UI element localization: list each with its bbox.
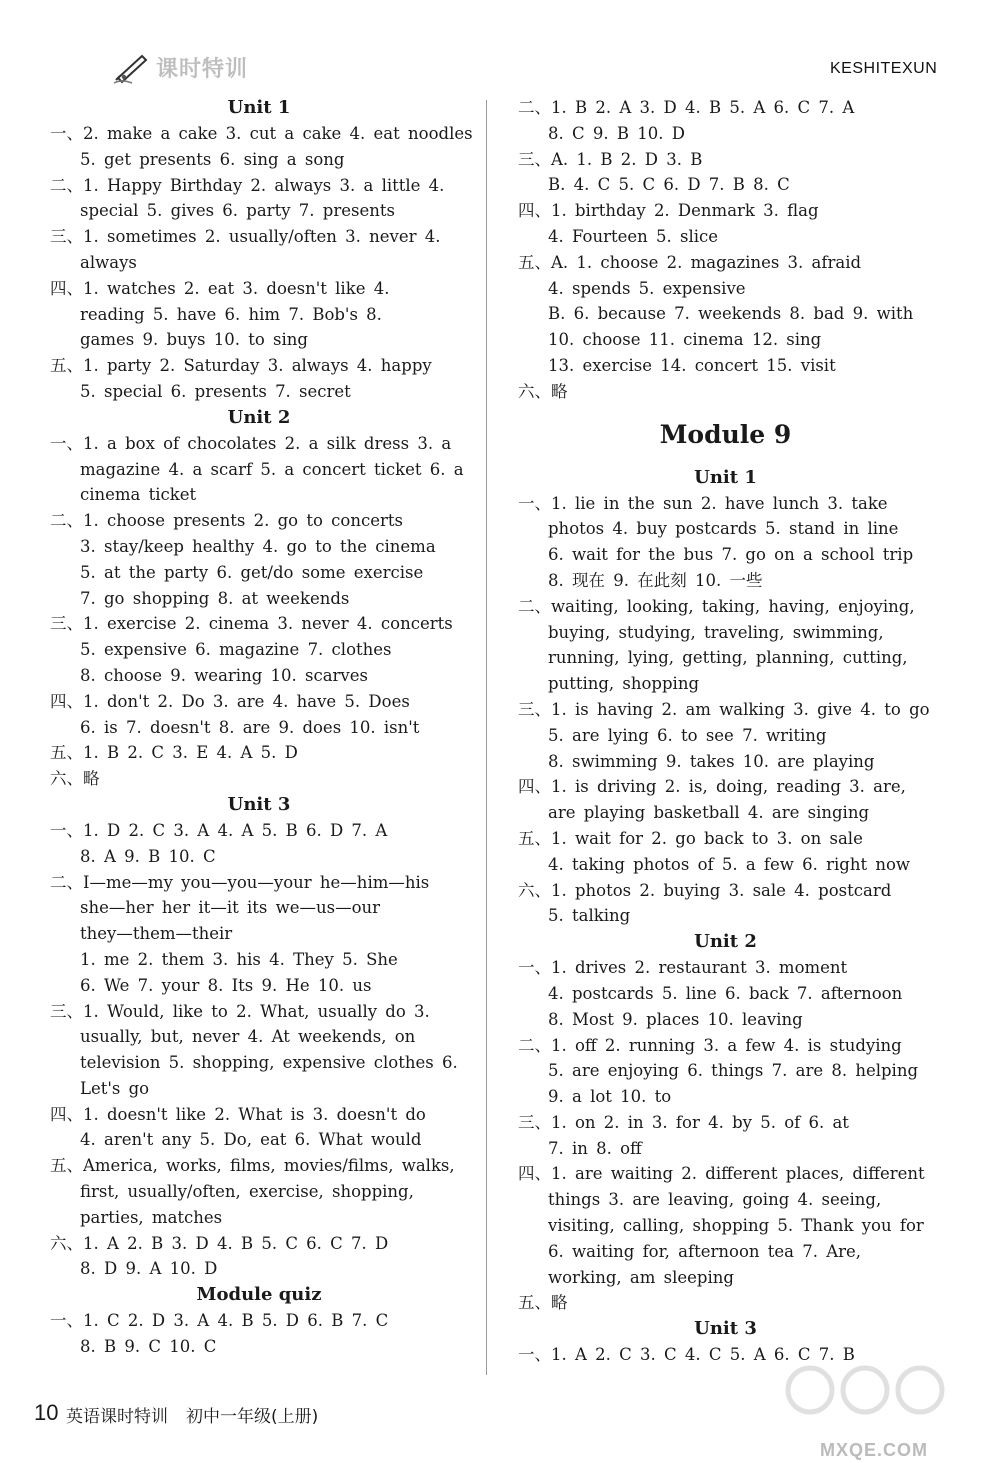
module-title: Module 9 — [659, 419, 792, 449]
answer-line: 6. wait for the bus 7. go on a school trip — [548, 545, 914, 565]
answer-line: 5. are enjoying 6. things 7. are 8. helping — [548, 1061, 919, 1081]
answer-line: 4. Fourteen 5. slice — [548, 226, 719, 246]
answer-entry — [50, 999, 468, 1102]
right-answer-column — [518, 95, 933, 1368]
left-answer-column — [50, 95, 473, 1360]
answer-line: 五、A. 1. choose 2. magazines 3. afraid — [518, 252, 862, 272]
answer-entry — [518, 774, 933, 826]
unit-heading: Unit 2 — [227, 406, 291, 428]
watermark-text: MXQE.COM — [820, 1440, 929, 1460]
page-footer — [0, 1400, 1000, 1463]
logo-text: 课时特训 — [156, 56, 249, 82]
unit-heading: Unit 2 — [694, 931, 757, 953]
answer-line: 5. are lying 6. to see 7. writing — [548, 725, 827, 745]
grade-label: 初中一年级(上册) — [186, 1407, 319, 1427]
answer-line: 五、1. party 2. Saturday 3. always 4. happy — [50, 356, 432, 376]
answer-line: always — [80, 252, 137, 272]
answer-line: 一、1. A 2. C 3. C 4. C 5. A 6. C 7. B — [518, 1345, 855, 1365]
answer-line: usually, but, never 4. At weekends, on — [80, 1027, 416, 1047]
answer-line: buying, studying, traveling, swimming, — [548, 622, 884, 642]
brand-name: KESHITEXUN — [830, 60, 938, 77]
answer-entry — [518, 95, 933, 147]
answer-line: photos 4. buy postcards 5. stand in line — [548, 519, 899, 539]
answer-line: putting, shopping — [548, 674, 700, 694]
answer-line: 六、1. photos 2. buying 3. sale 4. postcard — [518, 880, 892, 900]
answer-line: visiting, calling, shopping 5. Thank you for — [548, 1216, 924, 1236]
answer-entry — [50, 508, 468, 611]
answer-line: reading 5. have 6. him 7. Bob's 8. — [80, 304, 382, 324]
answer-line: they—them—their — [80, 924, 233, 944]
unit-heading: Unit 1 — [227, 97, 291, 118]
answer-entry — [50, 276, 468, 353]
answer-line: 一、1. drives 2. restaurant 3. moment — [518, 958, 848, 978]
answer-line: 7. go shopping 8. at weekends — [80, 588, 350, 608]
answer-line: 5. at the party 6. get/do some exercise — [80, 562, 424, 582]
answer-entry — [50, 689, 468, 741]
answer-entry — [518, 1033, 933, 1110]
answer-entry — [518, 250, 933, 379]
answer-line: working, am sleeping — [548, 1267, 734, 1287]
answer-line: 四、1. doesn't like 2. What is 3. doesn't do — [50, 1104, 426, 1124]
answer-entry — [50, 740, 468, 766]
answer-line: 五、America, works, films, movies/films, walks, — [50, 1156, 455, 1176]
answer-line: 四、1. watches 2. eat 3. doesn't like 4. — [50, 278, 390, 298]
answer-line: 三、1. Would, like to 2. What, usually do 3. — [50, 1001, 430, 1021]
answer-entry — [518, 147, 933, 199]
answer-line: 一、1. C 2. D 3. A 4. B 5. D 6. B 7. C — [50, 1311, 389, 1331]
answer-line: parties, matches — [80, 1207, 223, 1227]
answer-line: 二、waiting, looking, taking, having, enjoying, — [518, 596, 915, 616]
logo — [112, 50, 248, 84]
unit-heading: Unit 3 — [227, 793, 291, 815]
pen-logo-icon — [112, 50, 152, 84]
answer-line: 6. We 7. your 8. Its 9. He 10. us — [80, 975, 372, 995]
answer-line: 8. B 9. C 10. C — [80, 1337, 217, 1357]
answer-line: 8. swimming 9. takes 10. are playing — [548, 751, 875, 771]
answer-line: 四、1. is driving 2. is, doing, reading 3. are, — [518, 777, 906, 797]
answer-line: 四、1. don't 2. Do 3. are 4. have 5. Does — [50, 691, 410, 711]
answer-line: 一、1. D 2. C 3. A 4. A 5. B 6. D 7. A — [50, 820, 388, 840]
answer-line: 五、略 — [518, 1293, 568, 1313]
answer-line: 1. me 2. them 3. his 4. They 5. She — [80, 949, 398, 969]
answer-line: 8. D 9. A 10. D — [80, 1259, 218, 1279]
answer-line: 8. A 9. B 10. C — [80, 846, 216, 866]
answer-line: 8. C 9. B 10. D — [548, 123, 685, 143]
answer-line: 一、2. make a cake 3. cut a cake 4. eat noodles — [50, 124, 473, 143]
answer-line: 6. waiting for, afternoon tea 7. Are, — [548, 1241, 862, 1261]
answer-line: 7. in 8. off — [548, 1138, 642, 1158]
answer-line: cinema ticket — [80, 485, 197, 505]
answer-line: 二、1. B 2. A 3. D 4. B 5. A 6. C 7. A — [518, 98, 855, 117]
answer-entry — [518, 1161, 933, 1290]
answer-line: 四、1. birthday 2. Denmark 3. flag — [518, 201, 819, 221]
answer-entry — [518, 198, 933, 250]
answer-line: first, usually/often, exercise, shopping, — [80, 1182, 414, 1202]
answer-entry — [50, 431, 468, 508]
answer-entry — [50, 121, 473, 173]
answer-line: games 9. buys 10. to sing — [80, 330, 308, 350]
answer-line: 13. exercise 14. concert 15. visit — [548, 355, 836, 375]
answer-line: 六、略 — [518, 381, 568, 401]
answer-entry — [518, 379, 933, 405]
answer-line: television 5. shopping, expensive clothes 6. — [80, 1053, 458, 1073]
answer-entry — [50, 1102, 468, 1154]
answer-entry — [518, 878, 933, 930]
answer-line: 二、I—me—my you—you—your he—him—his — [50, 872, 430, 892]
answer-line: 5. get presents 6. sing a song — [80, 149, 345, 169]
unit-heading: Module quiz — [196, 1284, 322, 1306]
answer-line: are playing basketball 4. are singing — [548, 803, 870, 823]
answer-line: B. 4. C 5. C 6. D 7. B 8. C — [548, 175, 790, 195]
answer-line: 五、1. B 2. C 3. E 4. A 5. D — [50, 743, 298, 763]
answer-line: 一、1. a box of chocolates 2. a silk dress 3. a — [50, 433, 452, 453]
page-number: 10 — [34, 1400, 59, 1425]
unit-heading: Unit 3 — [694, 1318, 757, 1340]
answer-line: Let's go — [80, 1078, 150, 1098]
answer-entry — [50, 1231, 468, 1283]
answer-line: 六、1. A 2. B 3. D 4. B 5. C 6. C 7. D — [50, 1233, 389, 1253]
answer-entry — [518, 955, 933, 1032]
answer-entry — [50, 818, 468, 870]
answer-line: 二、1. Happy Birthday 2. always 3. a little 4. — [50, 175, 445, 195]
answer-line: 二、1. choose presents 2. go to concerts — [50, 511, 403, 531]
answer-line: 三、1. is having 2. am walking 3. give 4. to go — [518, 699, 930, 719]
answer-line: magazine 4. a scarf 5. a concert ticket 6. a — [80, 459, 464, 479]
answer-line: 3. stay/keep healthy 4. go to the cinema — [80, 536, 436, 556]
answer-entry — [50, 173, 468, 225]
answer-line: 五、1. wait for 2. go back to 3. on sale — [518, 828, 863, 848]
book-title: 英语课时特训 — [66, 1407, 168, 1427]
answer-line: running, lying, getting, planning, cutting, — [548, 648, 908, 668]
answer-line: 5. expensive 6. magazine 7. clothes — [80, 640, 392, 660]
answer-line: 4. taking photos of 5. a few 6. right now — [548, 854, 911, 874]
answer-entry — [50, 611, 468, 688]
unit-heading: Unit 1 — [694, 466, 757, 488]
answer-entry — [50, 766, 468, 792]
answer-line: things 3. are leaving, going 4. seeing, — [548, 1190, 882, 1210]
answer-entry — [518, 1110, 933, 1162]
answer-entry — [518, 826, 933, 878]
answer-line: 5. special 6. presents 7. secret — [80, 381, 351, 401]
answer-line: 三、1. exercise 2. cinema 3. never 4. concerts — [50, 614, 453, 634]
answer-line: 4. spends 5. expensive — [548, 278, 746, 298]
answer-line: 一、1. lie in the sun 2. have lunch 3. take — [518, 493, 888, 513]
answer-line: 5. talking — [548, 906, 631, 926]
answer-line: 8. 现在 9. 在此刻 10. 一些 — [548, 570, 763, 590]
answer-entry — [518, 491, 933, 594]
page-header — [0, 0, 1000, 95]
answer-line: 四、1. are waiting 2. different places, different — [518, 1164, 925, 1184]
answer-line: 三、1. on 2. in 3. for 4. by 5. of 6. at — [518, 1112, 849, 1132]
answer-entry — [518, 697, 933, 774]
column-divider — [486, 100, 487, 1375]
answer-entry — [50, 870, 468, 999]
answer-entry — [50, 353, 468, 405]
answer-entry — [50, 224, 468, 276]
answer-entry — [518, 1290, 933, 1316]
answer-line: 4. postcards 5. line 6. back 7. afternoon — [548, 983, 903, 1003]
answer-line: 6. is 7. doesn't 8. are 9. does 10. isn't — [80, 717, 420, 737]
answer-line: special 5. gives 6. party 7. presents — [80, 201, 395, 221]
answer-line: she—her her it—it its we—us—our — [80, 898, 381, 918]
answer-line: 二、1. off 2. running 3. a few 4. is studying — [518, 1035, 902, 1055]
answer-line: 9. a lot 10. to — [548, 1087, 672, 1107]
answer-line: 三、A. 1. B 2. D 3. B — [518, 149, 703, 169]
answer-line: 六、略 — [50, 769, 100, 789]
answer-line: 8. Most 9. places 10. leaving — [548, 1009, 803, 1029]
answer-line: 8. choose 9. wearing 10. scarves — [80, 665, 368, 685]
answer-entry — [518, 594, 933, 697]
answer-entry — [50, 1153, 468, 1230]
answer-entry — [50, 1308, 468, 1360]
answer-line: 4. aren't any 5. Do, eat 6. What would — [80, 1130, 422, 1150]
answer-line: 三、1. sometimes 2. usually/often 3. never 4. — [50, 227, 441, 247]
answer-line: 10. choose 11. cinema 12. sing — [548, 330, 822, 350]
answer-line: B. 6. because 7. weekends 8. bad 9. with — [548, 304, 914, 324]
